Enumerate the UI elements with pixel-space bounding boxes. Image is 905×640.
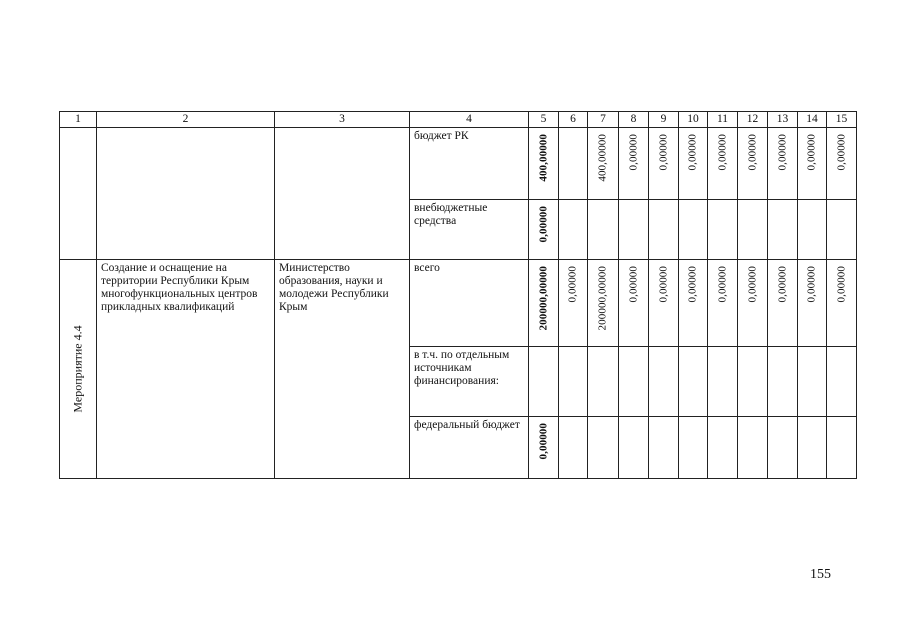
header-cell: 14 bbox=[798, 112, 827, 128]
value-cell bbox=[768, 417, 798, 479]
value-text: 400,00000 bbox=[596, 134, 609, 182]
header-cell: 13 bbox=[768, 112, 798, 128]
value-cell bbox=[679, 128, 708, 200]
value-text: 0,00000 bbox=[716, 134, 728, 171]
value-cell bbox=[708, 347, 738, 417]
header-cell: 4 bbox=[410, 112, 529, 128]
value-text: 0,00000 bbox=[627, 266, 639, 303]
value-cell bbox=[798, 417, 827, 479]
value-cell bbox=[738, 417, 768, 479]
value-cell bbox=[619, 128, 649, 200]
value-cell bbox=[529, 417, 559, 479]
value-cell bbox=[588, 260, 619, 347]
value-cell bbox=[619, 260, 649, 347]
value-cell bbox=[708, 128, 738, 200]
executor-name: Министерство образования, науки и молодежи Республики Крым bbox=[279, 262, 389, 313]
value-text: 0,00000 bbox=[657, 134, 669, 171]
value-cell bbox=[827, 260, 857, 347]
value-text: 0,00000 bbox=[776, 134, 788, 171]
header-cell: 1 bbox=[60, 112, 97, 128]
header-row bbox=[60, 112, 857, 128]
value-cell bbox=[679, 260, 708, 347]
value-cell bbox=[588, 128, 619, 200]
value-cell bbox=[768, 260, 798, 347]
value-cell bbox=[619, 347, 649, 417]
value-cell bbox=[798, 200, 827, 260]
value-text: 0,00000 bbox=[746, 134, 758, 171]
budget-table bbox=[59, 111, 857, 479]
value-cell bbox=[768, 200, 798, 260]
value-cell bbox=[559, 417, 588, 479]
value-cell bbox=[529, 347, 559, 417]
value-cell bbox=[619, 417, 649, 479]
source-text: федеральный бюджет bbox=[414, 419, 520, 431]
value-cell bbox=[619, 200, 649, 260]
value-text: 0,00000 bbox=[627, 134, 639, 171]
header-cell: 7 bbox=[588, 112, 619, 128]
source-text: внебюджетные средства bbox=[414, 202, 488, 227]
source-cell bbox=[410, 260, 529, 347]
value-cell bbox=[559, 200, 588, 260]
value-cell bbox=[679, 200, 708, 260]
value-cell bbox=[559, 260, 588, 347]
header-cell: 10 bbox=[679, 112, 708, 128]
value-text: 0,00000 bbox=[686, 266, 699, 303]
value-cell bbox=[738, 347, 768, 417]
value-cell bbox=[679, 347, 708, 417]
header-cell: 11 bbox=[708, 112, 738, 128]
value-cell bbox=[798, 347, 827, 417]
source-text: всего bbox=[414, 262, 440, 274]
event-label: Мероприятие 4.4 bbox=[70, 325, 85, 413]
value-cell bbox=[588, 200, 619, 260]
value-cell bbox=[768, 128, 798, 200]
header-cell: 9 bbox=[649, 112, 679, 128]
value-cell bbox=[649, 260, 679, 347]
source-text: в т.ч. по отдельным источникам финансирования: bbox=[414, 349, 510, 387]
value-text: 0,00000 bbox=[657, 266, 669, 303]
value-cell bbox=[708, 417, 738, 479]
value-cell bbox=[588, 347, 619, 417]
value-cell bbox=[738, 200, 768, 260]
value-cell bbox=[827, 200, 857, 260]
value-cell bbox=[768, 347, 798, 417]
value-text: 0,00000 bbox=[835, 134, 847, 171]
value-cell bbox=[649, 417, 679, 479]
value-text: 0,00000 bbox=[716, 266, 728, 303]
value-cell bbox=[738, 260, 768, 347]
value-text: 0,00000 bbox=[537, 423, 549, 460]
value-cell bbox=[559, 347, 588, 417]
executor-cell bbox=[275, 260, 410, 479]
table-row bbox=[60, 260, 857, 347]
source-cell bbox=[410, 417, 529, 479]
header-cell: 2 bbox=[97, 112, 275, 128]
value-cell bbox=[708, 260, 738, 347]
value-text: 0,00000 bbox=[805, 266, 818, 303]
table-row bbox=[60, 128, 857, 200]
value-cell bbox=[649, 347, 679, 417]
value-text: 200000,00000 bbox=[596, 266, 609, 331]
value-text: 200000,00000 bbox=[537, 266, 549, 331]
value-cell bbox=[649, 200, 679, 260]
executor-cell bbox=[275, 128, 410, 260]
value-cell bbox=[679, 417, 708, 479]
value-cell bbox=[559, 128, 588, 200]
header-cell: 15 bbox=[827, 112, 857, 128]
value-text: 0,00000 bbox=[746, 266, 758, 303]
value-cell bbox=[798, 260, 827, 347]
source-text: бюджет РК bbox=[414, 130, 469, 142]
value-text: 0,00000 bbox=[537, 206, 549, 243]
value-text: 0,00000 bbox=[566, 266, 579, 303]
value-cell bbox=[827, 417, 857, 479]
source-cell bbox=[410, 128, 529, 200]
source-cell bbox=[410, 347, 529, 417]
source-cell bbox=[410, 200, 529, 260]
header-cell: 6 bbox=[559, 112, 588, 128]
value-cell bbox=[798, 128, 827, 200]
value-cell bbox=[529, 200, 559, 260]
value-cell bbox=[827, 347, 857, 417]
value-text: 0,00000 bbox=[776, 266, 788, 303]
header-cell: 12 bbox=[738, 112, 768, 128]
header-cell: 5 bbox=[529, 112, 559, 128]
value-text: 400,00000 bbox=[537, 134, 549, 182]
value-cell bbox=[529, 128, 559, 200]
value-cell bbox=[649, 128, 679, 200]
value-text: 0,00000 bbox=[686, 134, 699, 171]
value-text: 0,00000 bbox=[805, 134, 818, 171]
value-cell bbox=[529, 260, 559, 347]
value-text: 0,00000 bbox=[835, 266, 847, 303]
name-cell bbox=[97, 260, 275, 479]
value-cell bbox=[738, 128, 768, 200]
header-cell: 8 bbox=[619, 112, 649, 128]
name-cell bbox=[97, 128, 275, 260]
header-cell: 3 bbox=[275, 112, 410, 128]
value-cell bbox=[827, 128, 857, 200]
value-cell bbox=[708, 200, 738, 260]
page-number: 155 bbox=[810, 567, 831, 582]
event-cell bbox=[60, 128, 97, 260]
value-cell bbox=[588, 417, 619, 479]
event-name: Создание и оснащение на территории Республики Крым многофункциональных центров прикладных квалификаций bbox=[101, 262, 258, 313]
event-cell bbox=[60, 260, 97, 479]
